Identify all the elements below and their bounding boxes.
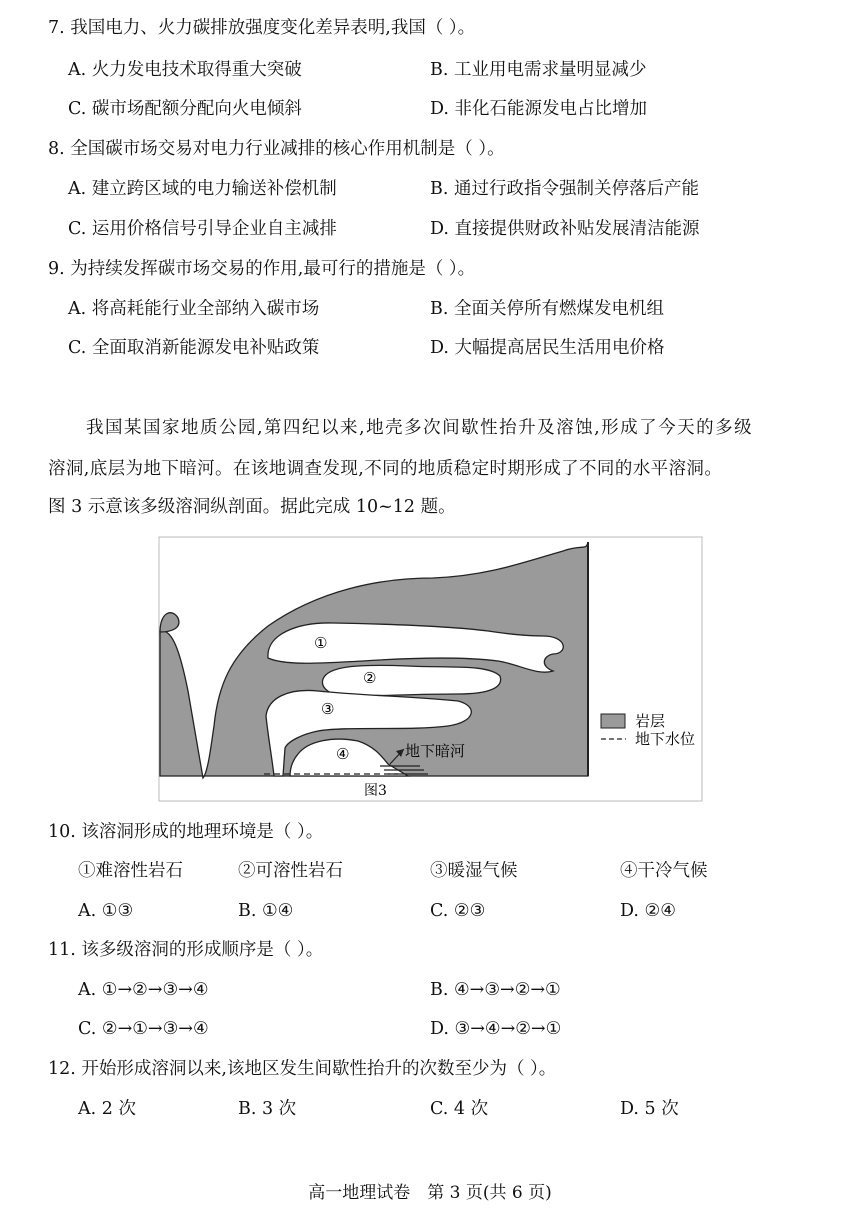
- q10-item-3: ③暖湿气候: [430, 861, 518, 881]
- q12-option-b[interactable]: B. 3 次: [238, 1099, 297, 1119]
- passage-line-3: 图 3 示意该多级溶洞纵剖面。据此完成 10~12 题。: [48, 497, 456, 517]
- q7-option-a[interactable]: A. 火力发电技术取得重大突破: [68, 60, 302, 80]
- legend-rock-label: 岩层: [635, 712, 666, 730]
- q7-option-d[interactable]: D. 非化石能源发电占比增加: [430, 99, 648, 119]
- cave-profile-figure: [158, 536, 703, 802]
- q7-option-b[interactable]: B. 工业用电需求量明显减少: [430, 60, 647, 80]
- q12-option-c[interactable]: C. 4 次: [430, 1099, 489, 1119]
- q10-item-1: ①难溶性岩石: [78, 861, 183, 881]
- q12-option-a[interactable]: A. 2 次: [78, 1099, 136, 1119]
- cave-2: [322, 665, 500, 696]
- legend-water-label: 地下水位: [635, 730, 696, 748]
- q10-option-b[interactable]: B. ①④: [238, 901, 294, 921]
- legend-rock-swatch: [601, 714, 625, 728]
- q10-option-c[interactable]: C. ②③: [430, 901, 486, 921]
- question-9-stem: 9. 为持续发挥碳市场交易的作用,最可行的措施是（ ）。: [48, 259, 476, 279]
- page-footer: 高一地理试卷 第 3 页(共 6 页): [308, 1183, 552, 1203]
- q9-option-c[interactable]: C. 全面取消新能源发电补贴政策: [68, 338, 320, 358]
- cave-label-4: ④: [336, 745, 350, 763]
- passage-line-2: 溶洞,底层为地下暗河。在该地调查发现,不同的地质稳定时期形成了不同的水平溶洞。: [48, 459, 723, 479]
- q8-option-a[interactable]: A. 建立跨区域的电力输送补偿机制: [68, 179, 337, 199]
- q11-option-c[interactable]: C. ②→①→③→④: [78, 1019, 209, 1039]
- question-12-stem: 12. 开始形成溶洞以来,该地区发生间歇性抬升的次数至少为（ ）。: [48, 1059, 557, 1079]
- question-11-stem: 11. 该多级溶洞的形成顺序是（ ）。: [48, 940, 324, 960]
- q8-option-d[interactable]: D. 直接提供财政补贴发展清洁能源: [430, 219, 700, 239]
- cave-label-2: ②: [363, 669, 377, 687]
- q11-option-d[interactable]: D. ③→④→②→①: [430, 1019, 562, 1039]
- cave-label-3: ③: [321, 700, 335, 718]
- cave-label-1: ①: [314, 634, 328, 652]
- q11-option-a[interactable]: A. ①→②→③→④: [78, 980, 209, 1000]
- passage-line-1: 我国某国家地质公园,第四纪以来,地壳多次间歇性抬升及溶蚀,形成了今天的多级: [86, 418, 754, 438]
- q9-option-d[interactable]: D. 大幅提高居民生活用电价格: [430, 338, 665, 358]
- q12-option-d[interactable]: D. 5 次: [620, 1099, 679, 1119]
- q7-option-c[interactable]: C. 碳市场配额分配向火电倾斜: [68, 99, 302, 119]
- q10-item-4: ④干冷气候: [620, 861, 708, 881]
- q11-option-b[interactable]: B. ④→③→②→①: [430, 980, 561, 1000]
- q10-item-2: ②可溶性岩石: [238, 861, 343, 881]
- q9-option-a[interactable]: A. 将高耗能行业全部纳入碳市场: [68, 299, 320, 319]
- question-8-stem: 8. 全国碳市场交易对电力行业减排的核心作用机制是（ ）。: [48, 139, 505, 159]
- q10-option-d[interactable]: D. ②④: [620, 901, 676, 921]
- figure-caption: 图3: [364, 783, 387, 799]
- question-7-stem: 7. 我国电力、火力碳排放强度变化差异表明,我国（ ）。: [48, 18, 476, 38]
- q8-option-c[interactable]: C. 运用价格信号引导企业自主减排: [68, 219, 337, 239]
- q9-option-b[interactable]: B. 全面关停所有燃煤发电机组: [430, 299, 664, 319]
- question-10-stem: 10. 该溶洞形成的地理环境是（ ）。: [48, 822, 324, 842]
- q8-option-b[interactable]: B. 通过行政指令强制关停落后产能: [430, 179, 699, 199]
- river-label: 地下暗河: [405, 742, 466, 760]
- q10-option-a[interactable]: A. ①③: [78, 901, 134, 921]
